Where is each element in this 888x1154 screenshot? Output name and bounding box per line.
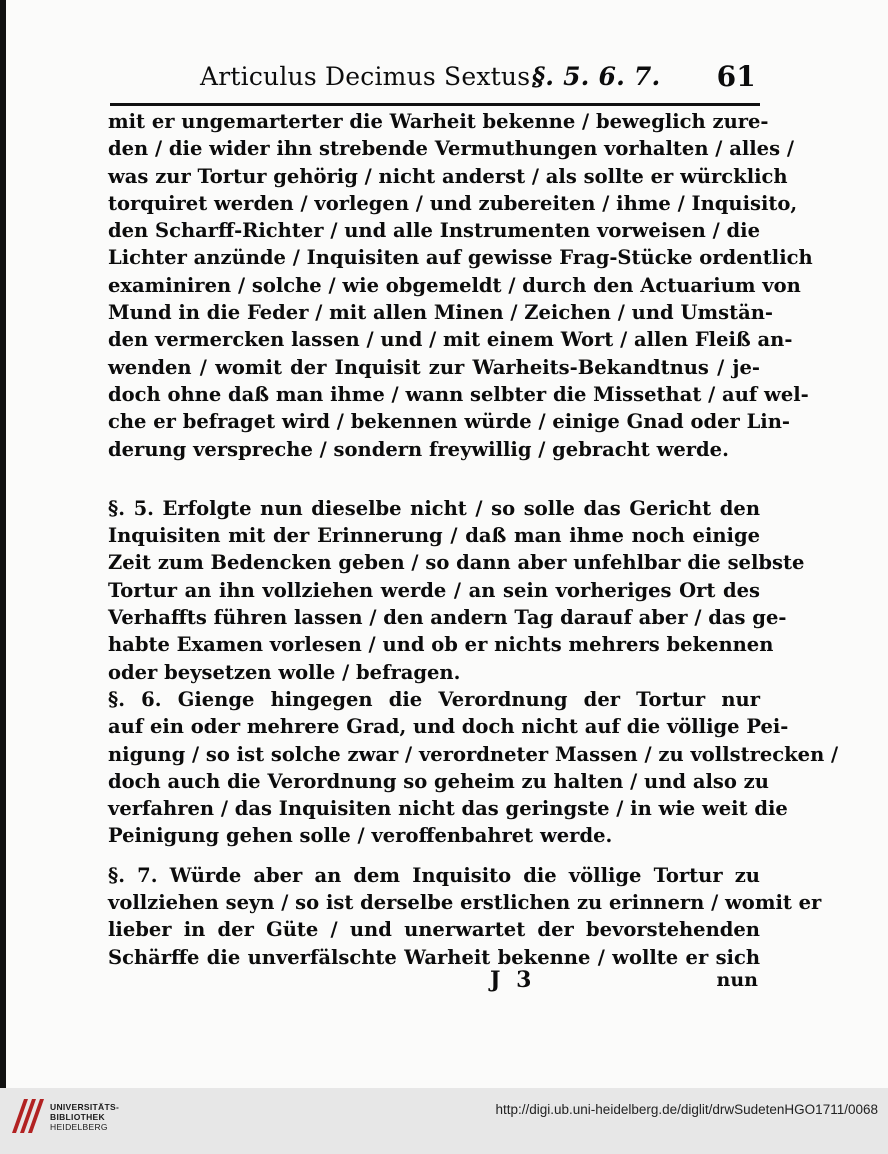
text-line: Peinigung gehen solle / veroffenbahret werde. [108, 824, 613, 848]
text-line: mit er ungemarterter die Warheit bekenne / beweglich zure- [108, 110, 769, 133]
library-name-line-3: HEIDELBERG [50, 1122, 108, 1132]
paragraph-section-5 [108, 495, 805, 686]
paragraph-continuation [108, 108, 813, 463]
running-head-title: Articulus Decimus Sextus. [200, 62, 539, 91]
text-line: Schärffe die unverfälschte Warheit bekenne / wollte er sich [108, 945, 760, 969]
text-line: den / die wider ihn strebende Vermuthungen vorhalten / alles / [108, 137, 794, 161]
source-url-link[interactable]: http://digi.ub.uni-heidelberg.de/diglit/drwSudetenHGO1711/0068 [495, 1102, 878, 1117]
page-footer-line [108, 967, 760, 997]
paragraph-section-6 [108, 686, 839, 850]
text-line: habte Examen vorlesen / und ob er nichts mehrers bekennen [108, 633, 774, 657]
page-number: 61 [716, 60, 756, 93]
text-line: was zur Tortur gehörig / nicht anderst / als sollte er würcklich [108, 164, 788, 188]
signature-mark: J 3 [490, 967, 536, 993]
text-line: §. 7. Würde aber an dem Inquisito die völlige Tortur zu [108, 863, 760, 887]
text-line: Tortur an ihn vollziehen werde / an sein vorheriges Ort des [108, 578, 760, 602]
running-head-sections: §. 5. 6. 7. [532, 62, 661, 91]
text-line: Zeit zum Bedencken geben / so dann aber unfehlbar die selbste [108, 551, 805, 575]
text-line: verfahren / das Inquisiten nicht das geringste / in wie weit die [108, 797, 788, 821]
library-logo-text [50, 1102, 119, 1132]
page-left-edge [0, 0, 6, 1088]
text-line: lieber in der Güte / und unerwartet der bevorstehenden [108, 918, 760, 942]
text-line: §. 5. Erfolgte nun dieselbe nicht / so solle das Gericht den [108, 496, 760, 520]
header-rule [110, 103, 760, 106]
text-line: vollziehen seyn / so ist derselbe erstlichen zu erinnern / womit er [108, 891, 822, 915]
text-line: doch ohne daß man ihme / wann selbter die Missethat / auf wel- [108, 382, 809, 406]
catchword: nun [716, 969, 758, 991]
text-line: Inquisiten mit der Erinnerung / daß man ihme noch einige [108, 524, 760, 548]
text-line: den Scharff-Richter / und alle Instrumenten vorweisen / die [108, 219, 760, 243]
library-footer-bar [0, 1088, 888, 1154]
library-name-line-1: UNIVERSITÄTS- [50, 1102, 120, 1112]
text-line: torquiret werden / vorlegen / und zubereiten / ihme / Inquisito, [108, 191, 798, 215]
paragraph-section-7 [108, 862, 822, 971]
text-line: derung verspreche / sondern freywillig / gebracht werde. [108, 437, 729, 461]
text-line: §. 6. Gienge hingegen die Verordnung der Tortur nur [108, 687, 760, 711]
library-logo-icon [10, 1095, 46, 1135]
text-block [108, 108, 839, 971]
text-line: examiniren / solche / wie obgemeldt / durch den Actuarium von [108, 273, 801, 297]
text-line: Mund in die Feder / mit allen Minen / Zeichen / und Umstän- [108, 301, 773, 325]
library-name-line-2: BIBLIOTHEK [50, 1112, 105, 1122]
text-line: oder beysetzen wolle / befragen. [108, 660, 461, 684]
text-line: che er befraget wird / bekennen würde / einige Gnad oder Lin- [108, 410, 790, 434]
text-line: wenden / womit der Inquisit zur Warheits-Bekandtnus / je- [108, 355, 760, 379]
text-line: den vermercken lassen / und / mit einem Wort / allen Fleiß an- [108, 328, 793, 352]
text-line: Verhaffts führen lassen / den andern Tag darauf aber / das ge- [108, 606, 787, 630]
text-line: doch auch die Verordnung so geheim zu halten / und also zu [108, 769, 769, 793]
text-line: Lichter anzünde / Inquisiten auf gewisse Frag-Stücke ordentlich [108, 246, 813, 270]
text-line: auf ein oder mehrere Grad, und doch nicht auf die völlige Pei- [108, 715, 789, 739]
text-line: nigung / so ist solche zwar / verordneter Massen / zu vollstrecken / [108, 742, 839, 766]
running-head [200, 60, 760, 100]
